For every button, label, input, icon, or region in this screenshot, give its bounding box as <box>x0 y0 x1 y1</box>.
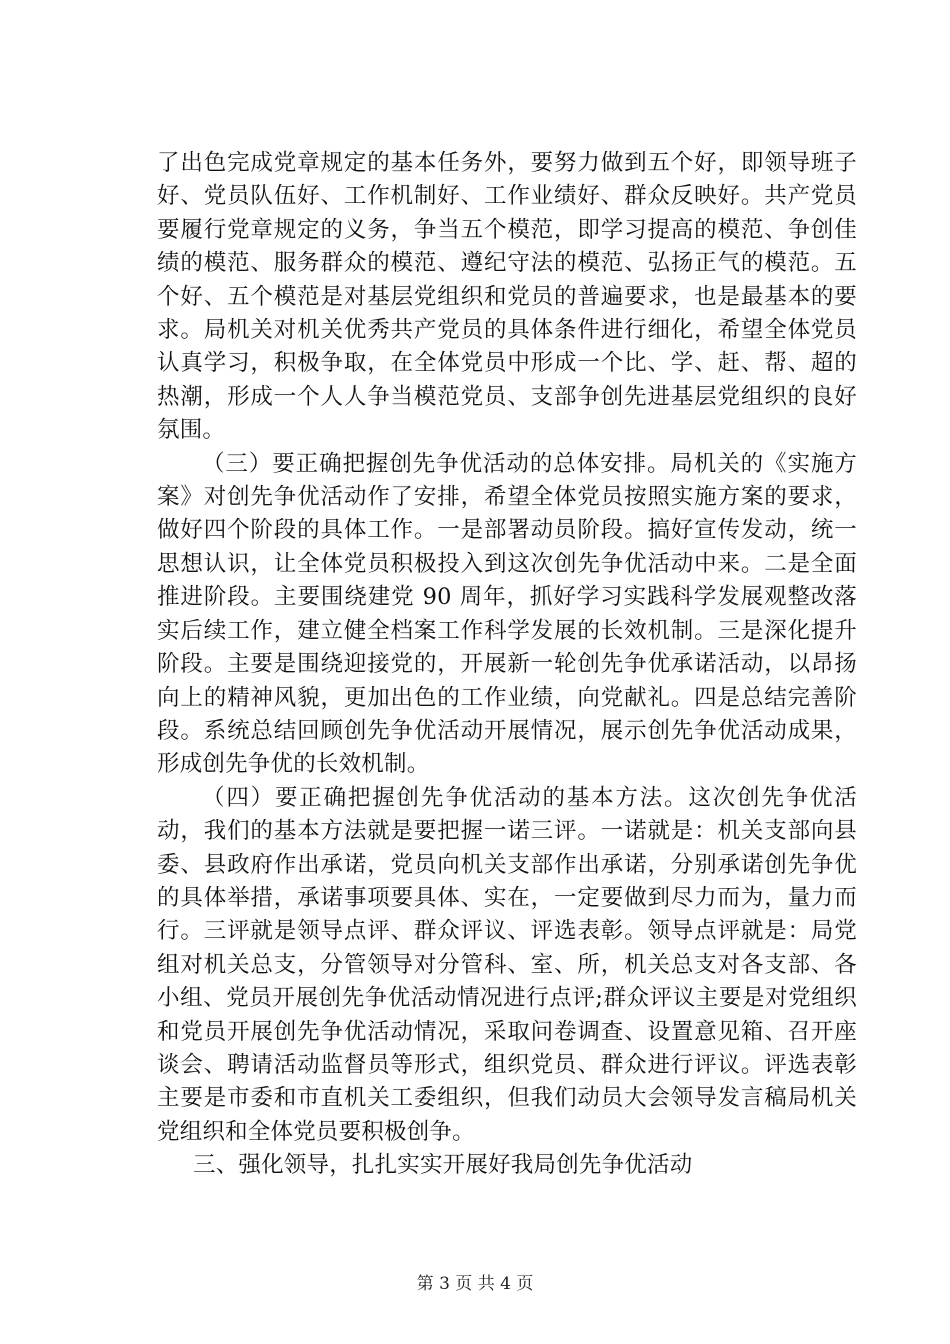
paragraph-section-3: （三）要正确把握创先争优活动的总体安排。局机关的《实施方案》对创先争优活动作了安排，希望全体党员按照实施方案的要求，做好四个阶段的具体工作。一是部署动员阶段。搞好宣传发动，统一思想认识，让全体党员积极投入到这次创先争优活动中来。二是全面推进阶段。主要围绕建党 90 周年，抓好学习实践科学发展观整改落实后续工作，建立健全档案工作科学发展的长效机制。三是深化提升阶段。主要是围绕迎接党的，开展新一轮创先争优承诺活动，以昂扬向上的精神风貌，更加出色的工作业绩，向党献礼。四是总结完善阶段。系统总结回顾创先争优活动开展情况，展示创先争优活动成果，形成创先争优的长效机制。 <box>157 450 857 778</box>
paragraph-section-4: （四）要正确把握创先争优活动的基本方法。这次创先争优活动，我们的基本方法就是要把握一诺三评。一诺就是：机关支部向县委、县政府作出承诺，党员向机关支部作出承诺，分别承诺创先争优的具体举措，承诺事项要具体、实在，一定要做到尽力而为，量力而行。三评就是领导点评、群众评议、评选表彰。领导点评就是：局党组对机关总支，分管领导对分管科、室、所，机关总支对各支部、各小组、党员开展创先争优活动情况进行点评;群众评议主要是对党组织和党员开展创先争优活动情况，采取问卷调查、设置意见箱、召开座谈会、聘请活动监督员等形式，组织党员、群众进行评议。评选表彰主要是市委和市直机关工委组织，但我们动员大会领导发言稿局机关党组织和全体党员要积极创争。 <box>157 784 857 1145</box>
section-heading: 三、强化领导，扎扎实实开展好我局创先争优活动 <box>193 1152 693 1179</box>
document-body <box>157 147 857 1183</box>
paragraph-continued: 了出色完成党章规定的基本任务外，要努力做到五个好，即领导班子好、党员队伍好、工作机制好、工作业绩好、群众反映好。共产党员要履行党章规定的义务，争当五个模范，即学习提高的模范、争创佳绩的模范、服务群众的模范、遵纪守法的模范、弘扬正气的模范。五个好、五个模范是对基层党组织和党员的普遍要求，也是最基本的要求。局机关对机关优秀共产党员的具体条件进行细化，希望全体党员认真学习，积极争取，在全体党员中形成一个比、学、赶、帮、超的热潮，形成一个人人争当模范党员、支部争创先进基层党组织的良好氛围。 <box>157 150 857 444</box>
page-footer: 第 3 页 共 4 页 <box>416 1274 534 1294</box>
